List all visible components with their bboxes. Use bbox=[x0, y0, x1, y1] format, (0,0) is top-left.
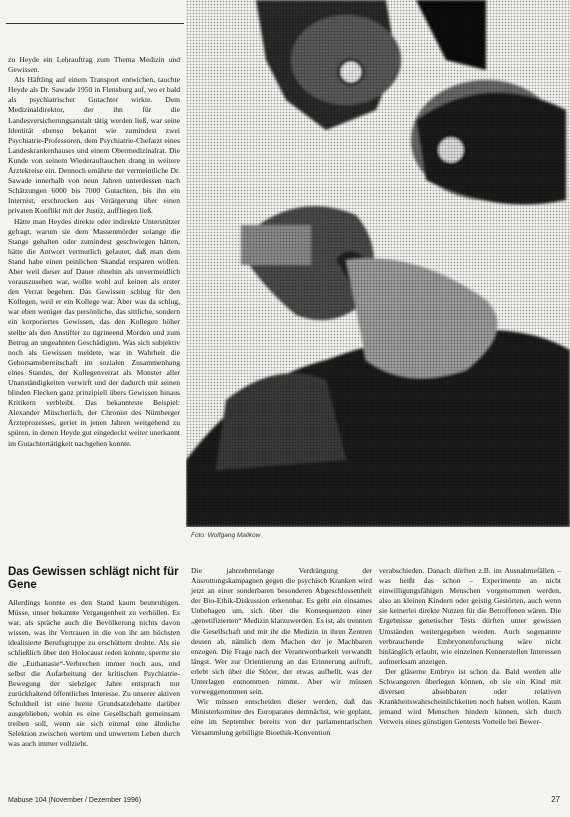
top-rule bbox=[6, 23, 184, 24]
article-headline-block bbox=[8, 566, 180, 598]
paragraph: verabschieden. Danach dürften z.B. im Ausnahmefällen – was heißt das schon – Experimente an nicht einwilligungsfähigen Menschen vorgenommen werden, also an kleinen Kindern oder geistig Gestörten, auch wenn sie keinerlei direkte Nutzen für die Betroffenen wären. Die Ergebnisse genetischer Tests dürften unter gewissen Umständen weitergegeben werden. Auch sogenannte verbrauchende Embryonenforschung wäre nicht hinlänglich erlaubt, wie einzelnen Kennerstellen Interessen aufmerksam anzeigen. bbox=[379, 566, 561, 666]
journal-issue: Mabuse 104 (November / Dezember 1996) bbox=[8, 797, 142, 804]
article-column-right bbox=[379, 566, 561, 728]
paragraph: Allerdings konnte es den Stand kaum beunruhigen. Müsse, unser bekannte Vergangenheit zu verhüllen. Es war, als spräche auch die Bevölkerung nichts davon wissen, was ihr Vertrauen in die von ihr am höchsten idealisierte Berufsgruppe zu erschüttern drohte. Als sie schließlich über den Holocaust reden konnte, sperrte sie die „Euthanasie“-Verbrechen immer noch aus, und selbst die Aufarbeitung der kritischen Psychiatrie-Bewegung der siebziger Jahre entsprach nur zurückhaltend öffentliches Interesse. Zu unserer aktiven Schuldteil ist eine breite Grundsatzdebatte darüber ausgeblieben, wohin es eine Gesellschaft gemeinsam treiben soll, wenn sie sich einmal eine ähnliche Selektion zwischen wertem und unwertem Leben durch was auch immer vollzieht. bbox=[8, 598, 180, 749]
paragraph: Als Häftling auf einem Transport entwichen, tauchte Heyde als Dr. Sawade 1950 in Flensburg auf, wo er bald als psychiatrischer Gutachter wirkte. Dem Medizinaldirektor, der ihn für die Landesversicherungsanstalt tätig werden ließ, war seine Identität ebenso bekannt wie zumindest zwei Psychiatrie-Professoren, dem Psychiatrie-Chefarzt eines Landeskrankenhauses und einem Obermedizinalrat. Die Kunde von seinem Wiederauftauchen drang in weitere Ärztekreise ein. Dennoch ernährte der vermeintliche Dr. Sawade innerhalb von neun Jahren unterdessen nach Schätzungen 6000 bis 7000 Gutachten, bis ihn ein Internist, erschrocken aus Verärgerung über einen privaten Konflikt mit der Justiz, auffliegen ließ. bbox=[8, 75, 180, 216]
article-column-left-top bbox=[8, 55, 180, 449]
paragraph: Die jahrzehntelange Verdrängung der Ausrottungskampagnen gegen die psychisch Kranken wird jetzt an einer sonderbaren besonderen Abgeschlossenheit der Bio-Ethik-Diskussion erkennbar. Es geht ein einsames Unbehagen um, sich über die Konsequenzen einer „genetifizierten“ Medizin klarzuwerden. Es ist, als trennten die Gesellschaft und mit ihr die Medizin in ihren Zentren dessen ab, nämlich dem Machen der je Machbaren enzogen. Die Frage nach der Verantwortbarkeit verwandlt längst. Wer zur Orientierung an das Erinnerung aufruft, erlebt sich über die Störer, der etwas aufhellt, was der Unterlagen entnommen nimmt. Aber wir müssen vorweggenommen sein. bbox=[191, 566, 372, 697]
article-column-left-bottom bbox=[8, 598, 180, 749]
article-column-middle bbox=[191, 566, 372, 738]
section-headline: Das Gewissen schlägt nicht für Gene bbox=[8, 566, 179, 591]
paragraph: zu Heyde ein Lehrauftrag zum Thema Medizin und Gewissen. bbox=[8, 55, 180, 75]
page-number: 27 bbox=[551, 795, 560, 804]
paragraph: Wir müssen entscheiden dieser werden, daß das Ministerkomitee des Europarates demnächst, wie geplant, eine im September bereits von der parlamentarischen Versammlung gebilligte Bioethik-Konvention bbox=[191, 697, 372, 737]
paragraph: Hätte man Heydes direkte oder indirekte Unterstützer gefragt, warum sie dem Massenmörder solange die Stange gehalten oder zumindest geschwiegen hätten, hätte die Antwort vermutlich gelautet, daß man dem Stand habe einen peinlichen Skandal ersparen wollen. Aber weil dieser auf Dauer ohnehin als unvermeidlich vorauszusehen war, wollte wohl auf keinen als erster den Verrat begehen. Das Gewissen schlug für den Kollegen, weil er ein Kollege war. Aber was da schlug, war eben weniger das persönliche, das sittliche, sondern ein korporiertes Gewissen, das den Kollegen höher stellte als den Anstifter zu tigrineend Morden und zum Betrug an ungeahnten Geschädigten. Was sich subjektiv noch als Gewissen meldete, war in Wahrheit die Gehorsamsbereitschaft im sozialen Zusammenhang eines Standes, der Kollegenverrat als Monster aller Unanständigkeiten verwirft und der dadurch mit seinen blinden Flecken ganz prinzipiell übers Gewissen hinaus Kritikern verbleibt. Das bekannteste Beispiel: Alexander Mitscherlich, der Chronist des Nürnberger Ärzteprozesses, geriet in jenen Jahren weitgehend zu spüren, in denen Heyde gut eingedeckt weiter unerkannt im Gutachtertätigkeit nachgehen konnte. bbox=[8, 216, 180, 448]
paragraph: Der gläserne Embryo ist schon da. Bald werden alle Schwangeren überlegen können, ob sie ein Kind mit diversen absehbaren oder relativen Krankheitswahrscheinlichkeiten noch haben wollen. Kaum jemand wird Menschen hindern können, sich durch Verweis eines günstigen Gentests Vorteile bei Bewer- bbox=[379, 666, 561, 727]
photo-illustration bbox=[186, 0, 570, 527]
article-photo bbox=[186, 0, 570, 527]
photo-caption: Foto: Wolfgang Mallkow bbox=[191, 532, 261, 539]
